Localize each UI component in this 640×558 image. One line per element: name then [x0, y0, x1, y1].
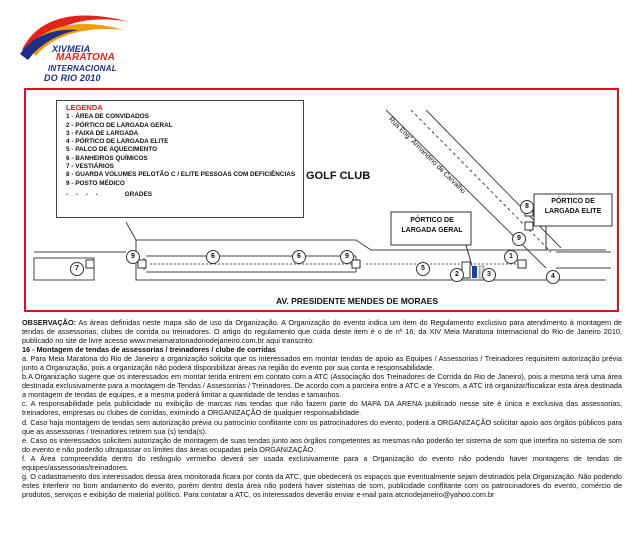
start-line-mark [472, 266, 477, 278]
rule-paragraph: a. Para Meia Maratona do Rio de Janeiro a organização solicita que os interessados em montar tendas de apoio as Equipes / Assessorias / Treinadores requisitem autorização prévia junto a Organização, pois a organização não poderá disponibilizar áreas na região do evento por sua conta e responsabilidade. [22, 354, 622, 373]
observacao-text: As áreas definidas neste mapa são de uso da Organização. A Organização do evento indica um item do Regulamento exclusivo para atendimento à montagem de tendas de assessorias, clubes de corrida ou treinadores. O artigo do regulamento que cuida deste item é o de nº 16, da XIV Meia Maratona Internacional do Rio de Janeiro 2010, publicado no site de livre acesso www.meiamaratonadoriodejaneiro.com.br aqui transcrito: [22, 318, 622, 346]
logo-line2: MARATONA [56, 52, 116, 63]
marker-9-right: 9 [512, 232, 526, 246]
legend-item: 8 - GUARDA VOLUMES PELOTÃO C / ELITE PESSOAS COM DEFICIÊNCIAS [66, 171, 296, 179]
marker-6-a: 6 [206, 250, 220, 264]
marker-2: 2 [450, 268, 464, 282]
legend-title: LEGENDA [66, 103, 103, 112]
legend-item: 7 - VESTIÁRIOS [66, 163, 114, 171]
observacao-label: OBSERVAÇÃO: [22, 318, 77, 327]
golf-club-label: GOLF CLUB [306, 170, 371, 182]
marker-9-mid: 9 [340, 250, 354, 264]
portico-elite-line2: LARGADA ELITE [544, 208, 602, 215]
rule-paragraph: c. A responsabilidade pela publicidade ou exibição de marcas nas tendas que não fazem parte do MAPA DA ARENA publicado nesse site é única e exclusiva das assessorias, treinadores, empresas ou clubes de corridas, eximindo a ORGANIZAÇÃO de qualquer responsabilidade. [22, 399, 622, 418]
legend-item: 9 - POSTO MÉDICO [66, 179, 125, 187]
legend-item: 5 - PALCO DE AQUECIMENTO [66, 146, 158, 154]
event-logo [18, 4, 138, 88]
legend-item: 2 - PÓRTICO DE LARGADA GERAL [66, 121, 173, 129]
vestiarios-block [34, 258, 94, 280]
legend-item: 4 - PÓRTICO DE LARGADA ELITE [66, 138, 169, 146]
portico-geral-line2: LARGADA GERAL [401, 227, 463, 234]
legend-item: 1 - ÁREA DE CONVIDADOS [66, 113, 149, 121]
portico-geral-callout [392, 216, 472, 236]
logo-line1: XIVMEIA [52, 44, 91, 54]
portico-elite-callout [534, 197, 612, 217]
logo-line4: DO RIO 2010 [44, 73, 101, 83]
rule-paragraph: d. Caso haja montagem de tendas sem autorização prévia ou patrocínio conflitante com os patrocinadores do evento, poderá a ORGANIZAÇÃO solicitar apoio aos órgãos públicos para que as assessorias / treinadores retirem sua (s) tenda(s). [22, 417, 622, 436]
marker-8: 8 [520, 200, 534, 214]
portico-elite-line1: PÓRTICO DE [551, 198, 595, 205]
avenue-label: AV. PRESIDENTE MENDES DE MORAES [276, 296, 439, 306]
portico-geral-line1: PÓRTICO DE [410, 217, 454, 224]
marker-6-b: 6 [292, 250, 306, 264]
rule-paragraph: g. O cadastramento dos interessados dessa área monitorada ficara por conta da ATC, que obedecerá os espaços que eventualmente sejam destinados pela Organização. Não podendo estes interferir no bom andamento do evento, porém dentro desta área não poderá haver sistemas de som, publicidade conflitante com os patrocinadores do evento, comércio de produtos, serviços e exibição de material político. Para contatar a ATC, os interessados deverão enviar e-mail para atcriodejaneiro@yahoo.com.br [22, 471, 622, 499]
map-legend [56, 100, 304, 218]
legend-grades-label: GRADES [124, 190, 152, 198]
arena-map [24, 88, 619, 312]
grades-dash-icon: - - - - [66, 190, 101, 198]
regulation-notes [22, 318, 622, 499]
marker-4: 4 [546, 270, 560, 284]
rule-paragraph: f. A Área compreendida dentro do retângulo vermelho deverá ser usada exclusivamente para a Organização do evento não podendo haver montagens de tendas de equipes/assessorias/treinadores. [22, 453, 622, 472]
marker-3: 3 [482, 268, 496, 282]
legend-grades [57, 191, 303, 199]
legend-item: 3 - FAIXA DE LARGADA [66, 129, 139, 137]
rule-heading: 16 - Montagem de tendas de assessorias / treinadores / clube de corridas [22, 345, 276, 355]
street-diagonal-label: Rua Eng° Armandino de Carvalho [387, 116, 467, 196]
marker-7: 7 [70, 262, 84, 276]
legend-item: 6 - BANHEIROS QUÍMICOS [66, 154, 148, 162]
logo-line3: INTERNACIONAL [48, 64, 117, 73]
marker-5: 5 [416, 262, 430, 276]
marker-1: 1 [504, 250, 518, 264]
rule-paragraph: e. Caso os interessados solicitem autorização de montagem de suas tendas junto aos órgãos competentes as mesmas não poderão ter sistema de som que interfira no sistema de som do evento e não poderão ultrapassar os limites das áreas ocupadas pela ORGANIZAÇÃO. [22, 435, 622, 454]
rule-paragraph: b.A Organização sugere que os interessados em montar tenda entrem em contato com a ATC (Associação dos Treinadores de Corrida do Rio de Janeiro), pois a mesma terá uma área destinada exclusivamente para a montagem de Tendas / Assessorias / Treinadores. De acordo com a parceira entre a ATC e a Yescom, a ATC irá organizar/fiscalizar esta área destinada a montagem de tendas de equipes, e a mesma poderá limitar a quantidade de tendas e tamanhos. [22, 372, 622, 400]
marker-9-left: 9 [126, 250, 140, 264]
